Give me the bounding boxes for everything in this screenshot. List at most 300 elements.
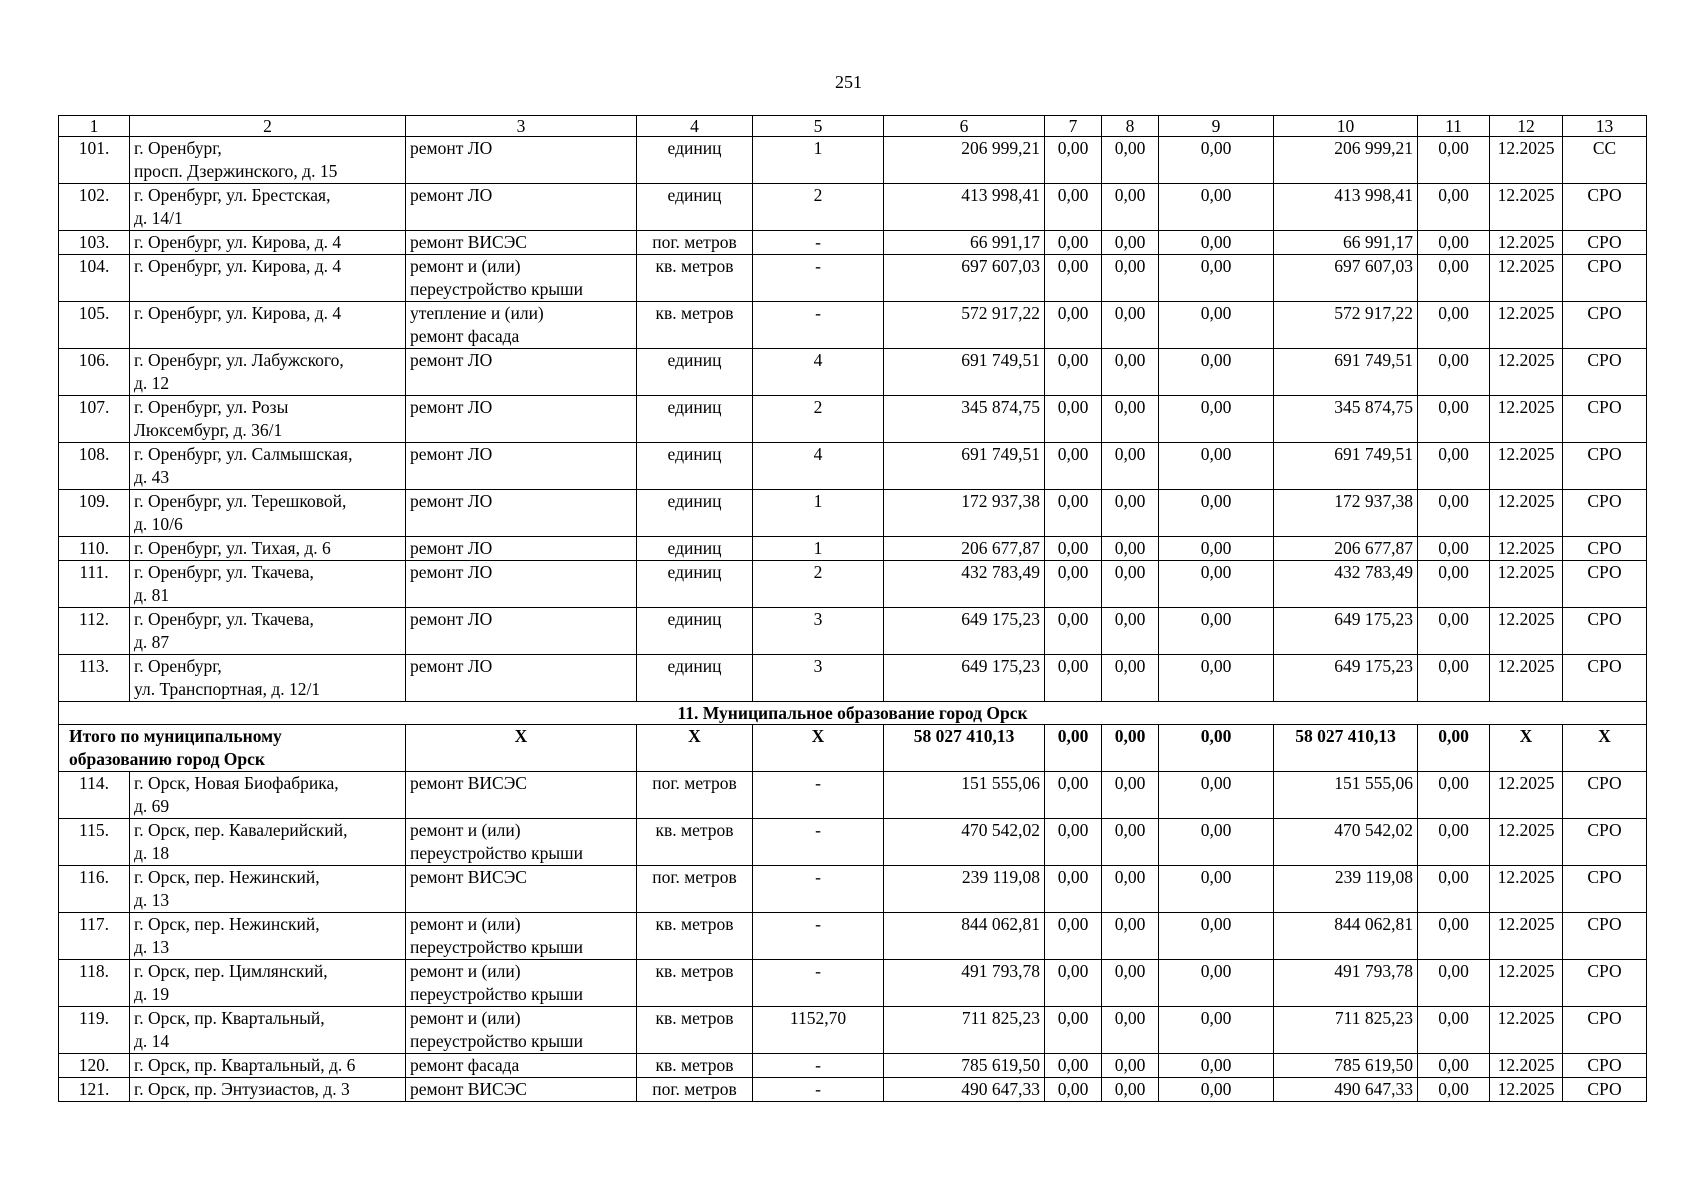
method-cell: СРО xyxy=(1563,231,1647,255)
quantity-cell: - xyxy=(753,913,884,960)
value-cell: 0,00 xyxy=(1418,772,1490,819)
deadline-cell: 12.2025 xyxy=(1490,1007,1563,1054)
row-number: 110. xyxy=(59,537,130,561)
work-type-cell: ремонт ВИСЭС xyxy=(406,231,637,255)
column-header: 2 xyxy=(130,116,406,137)
method-cell: СРО xyxy=(1563,1078,1647,1102)
value-cell: 0,00 xyxy=(1102,537,1159,561)
work-type-cell: ремонт ЛО xyxy=(406,655,637,702)
value-cell: 0,00 xyxy=(1418,819,1490,866)
deadline-cell: 12.2025 xyxy=(1490,913,1563,960)
quantity-cell: - xyxy=(753,960,884,1007)
work-type-cell: ремонт и (или) переустройство крыши xyxy=(406,819,637,866)
row-number: 107. xyxy=(59,396,130,443)
value-cell: 0,00 xyxy=(1045,561,1102,608)
column-header: 12 xyxy=(1490,116,1563,137)
unit-cell: пог. метров xyxy=(637,1078,753,1102)
value-cell: 0,00 xyxy=(1418,255,1490,302)
value-cell: 0,00 xyxy=(1159,396,1274,443)
method-cell: СРО xyxy=(1563,561,1647,608)
repair-register-table xyxy=(58,115,1647,1102)
value-cell: 0,00 xyxy=(1418,1007,1490,1054)
value-cell: 0,00 xyxy=(1045,819,1102,866)
cost-cell: 345 874,75 xyxy=(884,396,1045,443)
unit-cell: единиц xyxy=(637,184,753,231)
method-cell: СРО xyxy=(1563,772,1647,819)
value-cell: 0,00 xyxy=(1102,443,1159,490)
method-cell: СРО xyxy=(1563,537,1647,561)
quantity-cell: 3 xyxy=(753,655,884,702)
deadline-cell: 12.2025 xyxy=(1490,655,1563,702)
value-cell: 0,00 xyxy=(1045,184,1102,231)
value-cell: 0,00 xyxy=(1159,349,1274,396)
value-cell: 0,00 xyxy=(1102,396,1159,443)
value-cell: 0,00 xyxy=(1159,960,1274,1007)
cost-cell: 206 999,21 xyxy=(884,137,1045,184)
value-cell: 0,00 xyxy=(1102,1007,1159,1054)
cost-cell: 785 619,50 xyxy=(1274,1054,1418,1078)
value-cell: 0,00 xyxy=(1159,866,1274,913)
value-cell: 0,00 xyxy=(1102,231,1159,255)
cost-cell: 691 749,51 xyxy=(1274,349,1418,396)
cost-cell: 432 783,49 xyxy=(884,561,1045,608)
cost-cell: 649 175,23 xyxy=(1274,608,1418,655)
value-cell: 0,00 xyxy=(1418,302,1490,349)
cost-cell: 172 937,38 xyxy=(1274,490,1418,537)
address-cell: г. Оренбург, ул. Транспортная, д. 12/1 xyxy=(130,655,406,702)
quantity-cell: 1 xyxy=(753,537,884,561)
address-cell: г. Орск, пер. Нежинский, д. 13 xyxy=(130,913,406,960)
work-type-cell: ремонт ЛО xyxy=(406,561,637,608)
quantity-cell: - xyxy=(753,1054,884,1078)
value-cell: 0,00 xyxy=(1418,1078,1490,1102)
cost-cell: 345 874,75 xyxy=(1274,396,1418,443)
quantity-cell: - xyxy=(753,819,884,866)
cost-cell: 151 555,06 xyxy=(884,772,1045,819)
value-cell: 0,00 xyxy=(1045,960,1102,1007)
total-row xyxy=(59,725,1647,772)
value-cell: 0,00 xyxy=(1102,655,1159,702)
cost-cell: 572 917,22 xyxy=(884,302,1045,349)
method-cell: СРО xyxy=(1563,443,1647,490)
table-row xyxy=(59,561,1647,608)
value-cell: 0,00 xyxy=(1159,137,1274,184)
work-type-cell: ремонт ЛО xyxy=(406,184,637,231)
work-type-cell: ремонт ЛО xyxy=(406,396,637,443)
deadline-cell: 12.2025 xyxy=(1490,960,1563,1007)
column-header: 8 xyxy=(1102,116,1159,137)
work-type-cell: ремонт ЛО xyxy=(406,349,637,396)
quantity-cell: - xyxy=(753,866,884,913)
cost-cell: 470 542,02 xyxy=(884,819,1045,866)
value-cell: 0,00 xyxy=(1159,184,1274,231)
value-cell: 0,00 xyxy=(1045,655,1102,702)
address-cell: г. Оренбург, ул. Ткачева, д. 87 xyxy=(130,608,406,655)
total-cell: 0,00 xyxy=(1418,725,1490,772)
value-cell: 0,00 xyxy=(1045,302,1102,349)
deadline-cell: 12.2025 xyxy=(1490,255,1563,302)
value-cell: 0,00 xyxy=(1418,396,1490,443)
deadline-cell: 12.2025 xyxy=(1490,866,1563,913)
cost-cell: 711 825,23 xyxy=(1274,1007,1418,1054)
row-number: 108. xyxy=(59,443,130,490)
work-type-cell: ремонт ВИСЭС xyxy=(406,1078,637,1102)
table-row xyxy=(59,913,1647,960)
value-cell: 0,00 xyxy=(1102,490,1159,537)
address-cell: г. Оренбург, ул. Кирова, д. 4 xyxy=(130,302,406,349)
value-cell: 0,00 xyxy=(1102,866,1159,913)
deadline-cell: 12.2025 xyxy=(1490,1078,1563,1102)
deadline-cell: 12.2025 xyxy=(1490,537,1563,561)
cost-cell: 649 175,23 xyxy=(884,655,1045,702)
table-row xyxy=(59,1078,1647,1102)
value-cell: 0,00 xyxy=(1102,1054,1159,1078)
table-row xyxy=(59,1007,1647,1054)
unit-cell: единиц xyxy=(637,443,753,490)
method-cell: СРО xyxy=(1563,913,1647,960)
value-cell: 0,00 xyxy=(1045,1078,1102,1102)
unit-cell: единиц xyxy=(637,537,753,561)
method-cell: СРО xyxy=(1563,396,1647,443)
value-cell: 0,00 xyxy=(1159,231,1274,255)
cost-cell: 490 647,33 xyxy=(1274,1078,1418,1102)
address-cell: г. Оренбург, ул. Ткачева, д. 81 xyxy=(130,561,406,608)
quantity-cell: - xyxy=(753,772,884,819)
cost-cell: 432 783,49 xyxy=(1274,561,1418,608)
value-cell: 0,00 xyxy=(1102,960,1159,1007)
cost-cell: 691 749,51 xyxy=(1274,443,1418,490)
row-number: 116. xyxy=(59,866,130,913)
value-cell: 0,00 xyxy=(1159,913,1274,960)
value-cell: 0,00 xyxy=(1418,866,1490,913)
unit-cell: единиц xyxy=(637,396,753,443)
total-cell: 0,00 xyxy=(1102,725,1159,772)
work-type-cell: ремонт ЛО xyxy=(406,537,637,561)
cost-cell: 66 991,17 xyxy=(884,231,1045,255)
table-row xyxy=(59,490,1647,537)
value-cell: 0,00 xyxy=(1159,772,1274,819)
cost-cell: 691 749,51 xyxy=(884,349,1045,396)
cost-cell: 844 062,81 xyxy=(1274,913,1418,960)
quantity-cell: 1152,70 xyxy=(753,1007,884,1054)
address-cell: г. Оренбург, ул. Лабужского, д. 12 xyxy=(130,349,406,396)
quantity-cell: 2 xyxy=(753,561,884,608)
value-cell: 0,00 xyxy=(1159,1007,1274,1054)
table-row xyxy=(59,1054,1647,1078)
value-cell: 0,00 xyxy=(1418,960,1490,1007)
cost-cell: 490 647,33 xyxy=(884,1078,1045,1102)
table-row xyxy=(59,537,1647,561)
total-cell: Х xyxy=(1563,725,1647,772)
row-number: 109. xyxy=(59,490,130,537)
deadline-cell: 12.2025 xyxy=(1490,772,1563,819)
value-cell: 0,00 xyxy=(1102,561,1159,608)
value-cell: 0,00 xyxy=(1102,255,1159,302)
value-cell: 0,00 xyxy=(1418,537,1490,561)
value-cell: 0,00 xyxy=(1418,561,1490,608)
value-cell: 0,00 xyxy=(1159,1078,1274,1102)
address-cell: г. Орск, пр. Энтузиастов, д. 3 xyxy=(130,1078,406,1102)
address-cell: г. Оренбург, ул. Брестская, д. 14/1 xyxy=(130,184,406,231)
unit-cell: кв. метров xyxy=(637,302,753,349)
deadline-cell: 12.2025 xyxy=(1490,561,1563,608)
cost-cell: 413 998,41 xyxy=(884,184,1045,231)
row-number: 111. xyxy=(59,561,130,608)
address-cell: г. Оренбург, ул. Терешковой, д. 10/6 xyxy=(130,490,406,537)
deadline-cell: 12.2025 xyxy=(1490,819,1563,866)
total-cell: 0,00 xyxy=(1045,725,1102,772)
value-cell: 0,00 xyxy=(1418,443,1490,490)
value-cell: 0,00 xyxy=(1045,608,1102,655)
cost-cell: 785 619,50 xyxy=(884,1054,1045,1078)
column-header: 5 xyxy=(753,116,884,137)
row-number: 120. xyxy=(59,1054,130,1078)
value-cell: 0,00 xyxy=(1418,608,1490,655)
cost-cell: 691 749,51 xyxy=(884,443,1045,490)
address-cell: г. Оренбург, ул. Салмышская, д. 43 xyxy=(130,443,406,490)
quantity-cell: 1 xyxy=(753,490,884,537)
cost-cell: 206 677,87 xyxy=(1274,537,1418,561)
method-cell: СРО xyxy=(1563,255,1647,302)
column-header: 3 xyxy=(406,116,637,137)
deadline-cell: 12.2025 xyxy=(1490,231,1563,255)
row-number: 115. xyxy=(59,819,130,866)
cost-cell: 649 175,23 xyxy=(884,608,1045,655)
value-cell: 0,00 xyxy=(1159,490,1274,537)
quantity-cell: - xyxy=(753,1078,884,1102)
address-cell: г. Оренбург, ул. Тихая, д. 6 xyxy=(130,537,406,561)
value-cell: 0,00 xyxy=(1102,772,1159,819)
section-heading-row xyxy=(59,702,1647,725)
method-cell: СРО xyxy=(1563,302,1647,349)
table-row xyxy=(59,137,1647,184)
cost-cell: 491 793,78 xyxy=(884,960,1045,1007)
value-cell: 0,00 xyxy=(1418,655,1490,702)
total-cell: Х xyxy=(637,725,753,772)
value-cell: 0,00 xyxy=(1159,443,1274,490)
total-cell: Х xyxy=(406,725,637,772)
work-type-cell: ремонт фасада xyxy=(406,1054,637,1078)
cost-cell: 206 677,87 xyxy=(884,537,1045,561)
unit-cell: единиц xyxy=(637,490,753,537)
column-header: 7 xyxy=(1045,116,1102,137)
value-cell: 0,00 xyxy=(1045,396,1102,443)
value-cell: 0,00 xyxy=(1159,608,1274,655)
value-cell: 0,00 xyxy=(1045,349,1102,396)
value-cell: 0,00 xyxy=(1102,349,1159,396)
work-type-cell: ремонт и (или) переустройство крыши xyxy=(406,1007,637,1054)
work-type-cell: ремонт ЛО xyxy=(406,443,637,490)
cost-cell: 697 607,03 xyxy=(1274,255,1418,302)
row-number: 105. xyxy=(59,302,130,349)
value-cell: 0,00 xyxy=(1045,1007,1102,1054)
value-cell: 0,00 xyxy=(1102,302,1159,349)
value-cell: 0,00 xyxy=(1102,184,1159,231)
cost-cell: 66 991,17 xyxy=(1274,231,1418,255)
row-number: 104. xyxy=(59,255,130,302)
work-type-cell: ремонт и (или) переустройство крыши xyxy=(406,913,637,960)
method-cell: СРО xyxy=(1563,1054,1647,1078)
value-cell: 0,00 xyxy=(1418,1054,1490,1078)
column-header: 13 xyxy=(1563,116,1647,137)
cost-cell: 844 062,81 xyxy=(884,913,1045,960)
row-number: 103. xyxy=(59,231,130,255)
value-cell: 0,00 xyxy=(1045,913,1102,960)
value-cell: 0,00 xyxy=(1045,537,1102,561)
method-cell: СРО xyxy=(1563,608,1647,655)
deadline-cell: 12.2025 xyxy=(1490,396,1563,443)
cost-cell: 151 555,06 xyxy=(1274,772,1418,819)
quantity-cell: - xyxy=(753,231,884,255)
value-cell: 0,00 xyxy=(1159,537,1274,561)
cost-cell: 172 937,38 xyxy=(884,490,1045,537)
total-cell: 58 027 410,13 xyxy=(1274,725,1418,772)
table-row xyxy=(59,819,1647,866)
column-header: 4 xyxy=(637,116,753,137)
page-number: 251 xyxy=(835,72,862,92)
method-cell: СРО xyxy=(1563,490,1647,537)
column-header: 9 xyxy=(1159,116,1274,137)
table-row xyxy=(59,443,1647,490)
value-cell: 0,00 xyxy=(1102,137,1159,184)
value-cell: 0,00 xyxy=(1418,184,1490,231)
method-cell: СРО xyxy=(1563,866,1647,913)
value-cell: 0,00 xyxy=(1159,655,1274,702)
work-type-cell: ремонт ВИСЭС xyxy=(406,866,637,913)
quantity-cell: 4 xyxy=(753,349,884,396)
quantity-cell: 2 xyxy=(753,396,884,443)
value-cell: 0,00 xyxy=(1159,302,1274,349)
unit-cell: кв. метров xyxy=(637,255,753,302)
column-header: 10 xyxy=(1274,116,1418,137)
quantity-cell: - xyxy=(753,255,884,302)
total-cell: Х xyxy=(1490,725,1563,772)
deadline-cell: 12.2025 xyxy=(1490,302,1563,349)
cost-cell: 239 119,08 xyxy=(1274,866,1418,913)
table-row xyxy=(59,655,1647,702)
deadline-cell: 12.2025 xyxy=(1490,137,1563,184)
value-cell: 0,00 xyxy=(1045,137,1102,184)
method-cell: СРО xyxy=(1563,655,1647,702)
table-row xyxy=(59,302,1647,349)
row-number: 114. xyxy=(59,772,130,819)
value-cell: 0,00 xyxy=(1159,1054,1274,1078)
deadline-cell: 12.2025 xyxy=(1490,349,1563,396)
value-cell: 0,00 xyxy=(1045,1054,1102,1078)
table-row xyxy=(59,349,1647,396)
deadline-cell: 12.2025 xyxy=(1490,1054,1563,1078)
unit-cell: кв. метров xyxy=(637,960,753,1007)
unit-cell: пог. метров xyxy=(637,772,753,819)
work-type-cell: утепление и (или) ремонт фасада xyxy=(406,302,637,349)
column-header: 11 xyxy=(1418,116,1490,137)
value-cell: 0,00 xyxy=(1102,819,1159,866)
column-header-row xyxy=(59,116,1647,137)
table-row xyxy=(59,608,1647,655)
value-cell: 0,00 xyxy=(1418,490,1490,537)
work-type-cell: ремонт ЛО xyxy=(406,490,637,537)
method-cell: СС xyxy=(1563,137,1647,184)
quantity-cell: - xyxy=(753,302,884,349)
unit-cell: единиц xyxy=(637,349,753,396)
unit-cell: кв. метров xyxy=(637,819,753,866)
row-number: 119. xyxy=(59,1007,130,1054)
table-row xyxy=(59,255,1647,302)
cost-cell: 572 917,22 xyxy=(1274,302,1418,349)
cost-cell: 239 119,08 xyxy=(884,866,1045,913)
value-cell: 0,00 xyxy=(1045,231,1102,255)
address-cell: г. Оренбург, ул. Кирова, д. 4 xyxy=(130,255,406,302)
quantity-cell: 3 xyxy=(753,608,884,655)
value-cell: 0,00 xyxy=(1102,913,1159,960)
unit-cell: пог. метров xyxy=(637,231,753,255)
unit-cell: кв. метров xyxy=(637,1054,753,1078)
total-sum: 58 027 410,13 xyxy=(884,725,1045,772)
work-type-cell: ремонт ЛО xyxy=(406,137,637,184)
table-row xyxy=(59,772,1647,819)
column-header: 1 xyxy=(59,116,130,137)
value-cell: 0,00 xyxy=(1418,349,1490,396)
value-cell: 0,00 xyxy=(1102,608,1159,655)
address-cell: г. Орск, пр. Квартальный, д. 6 xyxy=(130,1054,406,1078)
address-cell: г. Орск, пер. Цимлянский, д. 19 xyxy=(130,960,406,1007)
total-cell: Х xyxy=(753,725,884,772)
row-number: 102. xyxy=(59,184,130,231)
address-cell: г. Оренбург, просп. Дзержинского, д. 15 xyxy=(130,137,406,184)
cost-cell: 697 607,03 xyxy=(884,255,1045,302)
address-cell: г. Орск, пер. Кавалерийский, д. 18 xyxy=(130,819,406,866)
work-type-cell: ремонт ЛО xyxy=(406,608,637,655)
value-cell: 0,00 xyxy=(1045,866,1102,913)
method-cell: СРО xyxy=(1563,184,1647,231)
cost-cell: 206 999,21 xyxy=(1274,137,1418,184)
row-number: 106. xyxy=(59,349,130,396)
method-cell: СРО xyxy=(1563,349,1647,396)
row-number: 101. xyxy=(59,137,130,184)
row-number: 112. xyxy=(59,608,130,655)
column-header: 6 xyxy=(884,116,1045,137)
unit-cell: единиц xyxy=(637,608,753,655)
deadline-cell: 12.2025 xyxy=(1490,443,1563,490)
table-row xyxy=(59,231,1647,255)
total-label: Итого по муниципальному образованию город Орск xyxy=(59,725,406,772)
cost-cell: 470 542,02 xyxy=(1274,819,1418,866)
work-type-cell: ремонт и (или) переустройство крыши xyxy=(406,960,637,1007)
value-cell: 0,00 xyxy=(1102,1078,1159,1102)
unit-cell: кв. метров xyxy=(637,1007,753,1054)
value-cell: 0,00 xyxy=(1418,231,1490,255)
cost-cell: 413 998,41 xyxy=(1274,184,1418,231)
unit-cell: единиц xyxy=(637,655,753,702)
cost-cell: 711 825,23 xyxy=(884,1007,1045,1054)
quantity-cell: 2 xyxy=(753,184,884,231)
method-cell: СРО xyxy=(1563,1007,1647,1054)
quantity-cell: 1 xyxy=(753,137,884,184)
address-cell: г. Оренбург, ул. Розы Люксембург, д. 36/1 xyxy=(130,396,406,443)
value-cell: 0,00 xyxy=(1418,137,1490,184)
row-number: 117. xyxy=(59,913,130,960)
value-cell: 0,00 xyxy=(1045,443,1102,490)
table-row xyxy=(59,184,1647,231)
value-cell: 0,00 xyxy=(1045,255,1102,302)
value-cell: 0,00 xyxy=(1045,772,1102,819)
value-cell: 0,00 xyxy=(1159,561,1274,608)
table-row xyxy=(59,960,1647,1007)
value-cell: 0,00 xyxy=(1159,255,1274,302)
unit-cell: единиц xyxy=(637,561,753,608)
row-number: 118. xyxy=(59,960,130,1007)
work-type-cell: ремонт и (или) переустройство крыши xyxy=(406,255,637,302)
